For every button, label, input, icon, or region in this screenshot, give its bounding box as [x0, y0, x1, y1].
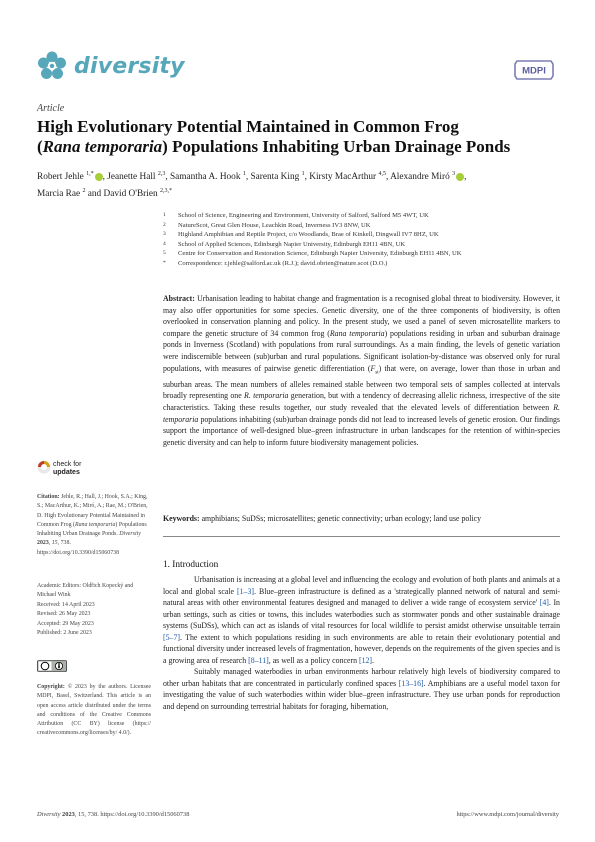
keywords: [163, 513, 560, 525]
check-for-updates-label[interactable]: check for updates: [53, 461, 82, 476]
correspondence: * Correspondence: r.jehle@salford.ac.uk (R.J.); david.obrien@nature.scot (D.O.): [163, 259, 388, 267]
author-affil-sup: 2: [82, 188, 86, 195]
reference-link[interactable]: [1–3]: [237, 586, 255, 596]
article-dates: [37, 601, 151, 638]
footer-journal-url[interactable]: https://www.mdpi.com/journal/diversity: [456, 811, 559, 818]
reference-link[interactable]: [13–16]: [398, 678, 424, 688]
journal-name: diversity: [74, 54, 185, 79]
author-name[interactable]: Marcia Rae: [37, 189, 81, 200]
abstract-divider: [163, 536, 560, 537]
journal-logo-icon: [37, 51, 67, 81]
paragraph-text: .: [372, 655, 374, 665]
author-affil-sup: 1,*: [86, 171, 94, 177]
author-affil-sup: 4,5: [378, 171, 386, 177]
paragraph: [163, 666, 560, 712]
reference-link[interactable]: [12]: [358, 655, 373, 665]
reference-link[interactable]: [8–11]: [248, 655, 269, 665]
title-part-c: ) Populations Inhabiting Urban Drainage Ponds: [162, 137, 511, 156]
reference-link[interactable]: [5–7]: [163, 632, 180, 642]
author-list: Robert Jehle $^{1,*}$ , Jeanette Hall $^{2,3}$, Samantha A. Hook $^1$, Sarenta King $^1$, Kirsty MacArthur $^{4,5}$, Alexandre Miró $^3$ , Marcia Rae $^2$ and David O'Brien $^{2,3,*}$: [37, 171, 467, 200]
paragraph-text: Urbanisation is increasing at a global level and influencing the ecology and evolution of both plants and animals at a local and global scale: [163, 575, 560, 596]
orcid-icon[interactable]: [95, 173, 103, 181]
affiliation-item: 1 School of Science, Engineering and Environment, University of Salford, Salford M5 4WT, UK: [163, 212, 429, 219]
paragraph-text: , as well as a policy concern: [268, 655, 359, 665]
title-species: Rana temporaria: [42, 137, 163, 156]
date-revised: Revised: 26 May 2023: [37, 611, 91, 618]
copyright: Copyright: © 2023 by the authors. Licensee MDPI, Basel, Switzerland. This article is an open access article distributed under the terms and conditions of the Creative Commons Attribution (CC BY) license (https:// creativecommons.org/licenses/by/ 4.0/).: [37, 684, 152, 737]
academic-editors: Academic Editors: Oldřich Kopecký and Michael Wink: [37, 583, 134, 599]
orcid-icon[interactable]: [456, 173, 464, 181]
title-part-a: High Evolutionary Potential Maintained in Common Frog: [37, 117, 459, 136]
author-name[interactable]: Jeanette Hall: [107, 172, 156, 183]
author-affil-sup: 3: [452, 171, 456, 177]
author-affil-sup: 1: [301, 171, 305, 177]
keywords-text: amphibians; SuDSs; microsatellites; genetic connectivity; urban ecology; land use policy: [201, 514, 482, 523]
date-received: Received: 14 April 2023: [37, 602, 95, 608]
author-name[interactable]: Sarenta King: [250, 172, 300, 183]
affiliation-item: 4 School of Applied Sciences, Edinburgh Napier University, Edinburgh EH11 4BN, UK: [163, 240, 406, 248]
mdpi-logo-text: MDPI: [522, 65, 546, 77]
paragraph: [163, 574, 560, 666]
paragraph-text: . Amphibians are a useful model taxon for investigating the value of such waterbodies within wider blue–green infrastructure. They use urban ponds for reproduction and depend on surrounding terrestrial habitats for foraging, hibernation,: [163, 678, 560, 712]
author-name[interactable]: David O'Brien: [103, 189, 158, 200]
keywords-label: Keywords:: [163, 514, 200, 523]
abstract: Abstract: Urbanisation leading to habitat change and fragmentation is a recognised global threat to biodiversity. However, it may also offer opportunities for some species. Genetic diversity, one of the three components of biodiversity, is often overlooked in conservation planning and policy. In the present study, we used a panel of seven microsatellite markers to compare the genetic structure of 34 common frog (Rana temporaria) populations residing in urban and suburban drainage ponds in Inverness (Scotland) with populations from rural surroundings. As a main finding, the levels of genetic variation were indiscernible between (sub)urban and rural populations. Significant isolation-by-distance was observed only for rural populations, with measures of pairwise genetic differentiation $(F_{st})$ that were, on average, lower than those in urban and suburban areas. The mean numbers of alleles remained stable between two temporal sets of samples collected at intervals broadly representing one R. temporaria generation, but with a tendency of decreasing allelic richness, irrespective of the site characteristics. Taking these results together, our study revealed that the elevated levels of differentiation between R. temporaria populations inhabiting (sub)urban drainage ponds did not lead to increased levels of genetic erosion. Our findings support the importance of well-designed blue–green infrastructure in urban landscapes for the retention of within-species genetic diversity and can help to inform future biodiversity management policies.: [163, 294, 561, 447]
introduction-body: [163, 574, 560, 713]
paragraph-text: . Blue–green infrastructure is defined as a 'strategically planned network of natural and semi-natural areas with other environmental features designed and managed to deliver a wide range of ecosystem service': [163, 586, 560, 608]
section-heading: 1. Introduction: [163, 560, 219, 570]
page-footer: [37, 811, 559, 818]
author-name[interactable]: Alexandre Miró: [390, 172, 450, 183]
affiliation-item: 5 Centre for Conservation and Restoration Science, Edinburgh Napier University, Edinburgh EH11 4BN, UK: [163, 250, 462, 258]
author-name[interactable]: Samantha A. Hook: [169, 172, 241, 183]
author-affil-sup: 2,3,*: [159, 188, 172, 195]
footer-citation: Diversity 2023, 15, 738. https://doi.org/10.3390/d15060738: [37, 811, 190, 818]
mdpi-logo-icon: [513, 58, 555, 80]
citation: Citation: Jehle, R.; Hall, J.; Hook, S.A.; King, S.; MacArthur, K.; Miró, A.; Rae, M.; O'Brien, D. High Evolutionary Potential Maintained in Common Frog (Rana temporaria) Populations Inhabiting Urban Drainage Ponds. Diversity 2023, 15, 738. https://doi.org/10.3390/d15060738: [37, 494, 148, 556]
check-for-updates-icon[interactable]: [37, 460, 51, 474]
author-name[interactable]: Kirsty MacArthur: [309, 172, 377, 183]
author-name[interactable]: Robert Jehle: [37, 172, 84, 183]
article-type: Article: [37, 103, 65, 114]
date-accepted: Accepted: 29 May 2023: [37, 620, 94, 627]
title-paren-open: (: [37, 137, 43, 156]
affiliation-item: 2 NatureScot, Great Glen House, Leachkin Road, Inverness IV3 8NW, UK: [163, 221, 371, 229]
article-title: [37, 117, 562, 157]
affiliations: [163, 211, 563, 269]
cc-by-license-icon[interactable]: [37, 660, 67, 672]
abstract-label: Abstract:: [163, 294, 195, 303]
reference-link[interactable]: [4]: [539, 598, 549, 608]
paragraph-text: . In urban settings, such as cities or towns, this includes waterbodies such as stormwater ponds and other sustainable drainage systems (SuDSs), which can act as islands of vital resources for local wildlife to persist amidst otherwise unsuitable terrain: [163, 598, 560, 631]
paragraph-text: Suitably managed waterbodies in urban environments harbour relatively high levels of biodiversity compared to other urban habitats that are concentrated in particularly confined spaces: [163, 667, 560, 688]
affiliation-item: 3 Highland Amphibian and Reptile Project, c/o Woodlands, Brae of Kinkell, Dingwall IV7 8HZ, UK: [163, 231, 439, 239]
date-published: Published: 2 June 2023: [37, 629, 92, 636]
paragraph-text: . The extent to which populations residing in such environments are able to retain their evolutionary potential and functional diversity under increased levels of fragmentation, however, depends on the requirements of the given species and is a growing area of research: [163, 632, 560, 665]
author-affil-sup: 2,3: [157, 171, 166, 177]
author-affil-sup: 1: [242, 171, 246, 177]
